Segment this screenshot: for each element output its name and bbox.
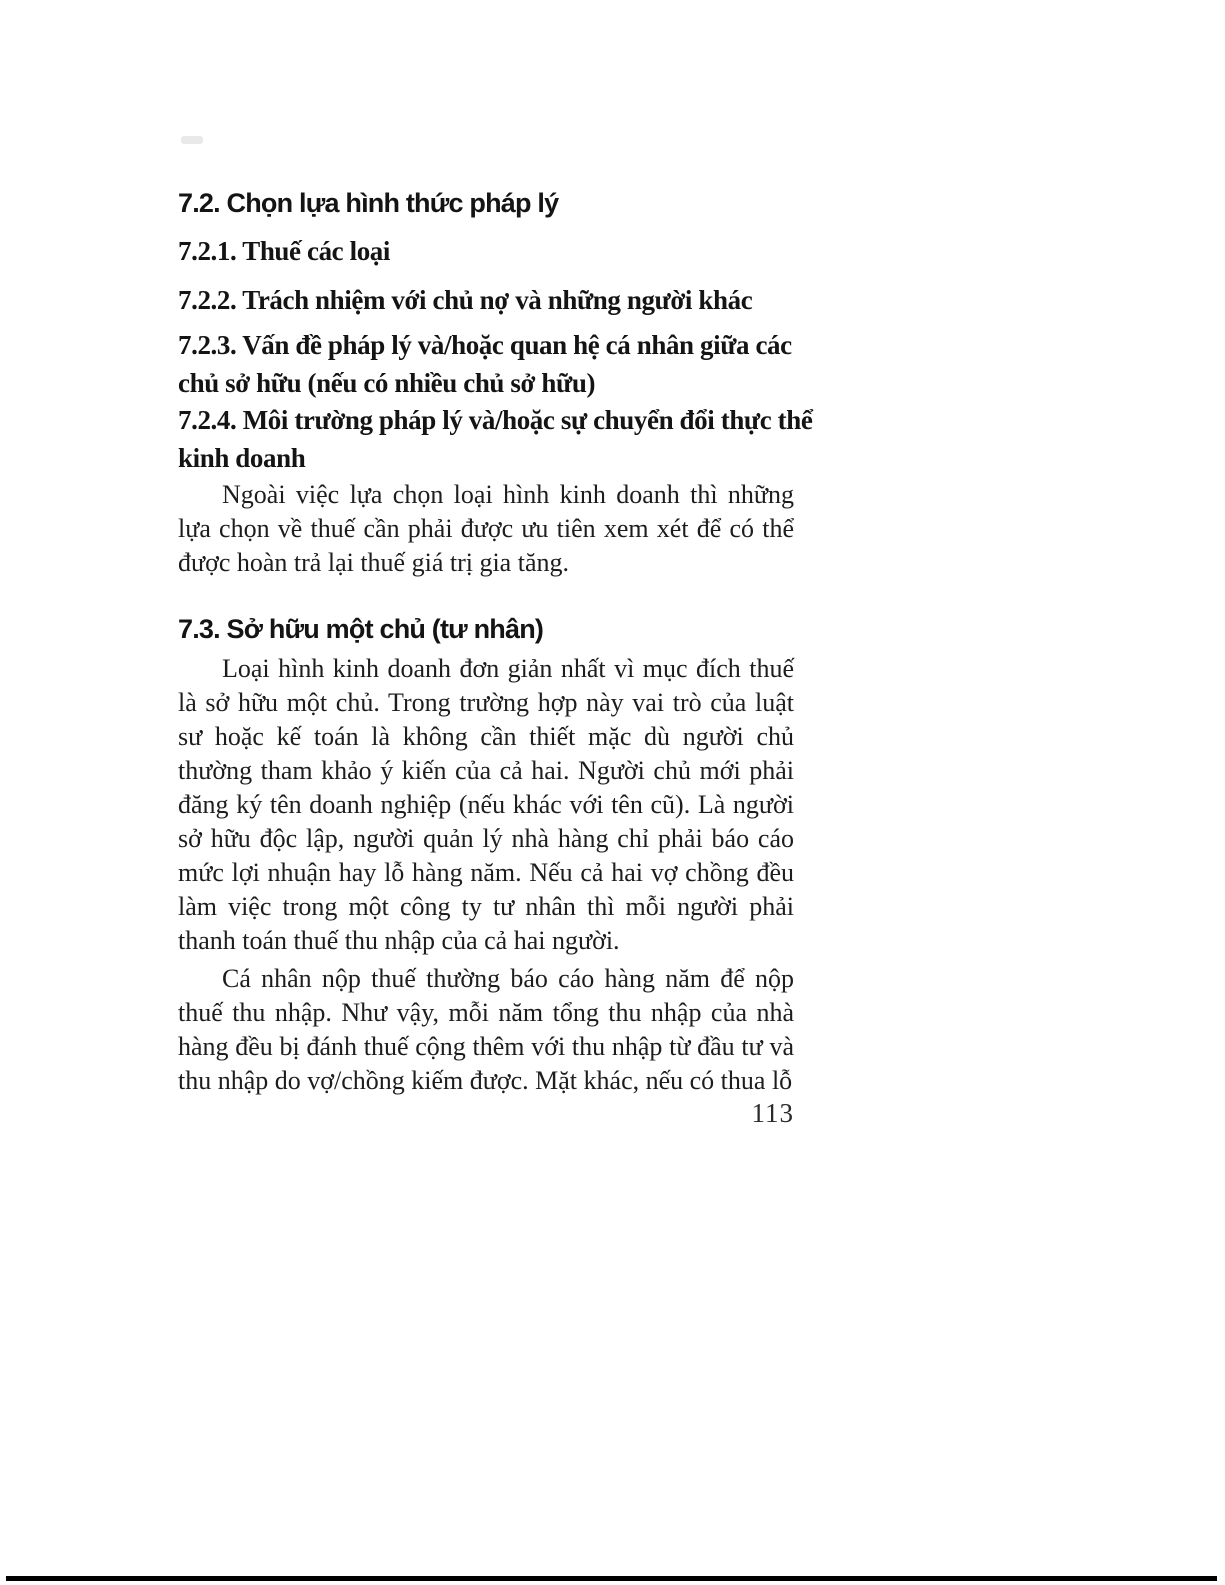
subsection-heading-7-2-1: 7.2.1. Thuế các loại bbox=[178, 236, 391, 266]
section-heading-7-2: 7.2. Chọn lựa hình thức pháp lý bbox=[178, 188, 559, 218]
subsection-heading-7-2-2: 7.2.2. Trách nhiệm với chủ nợ và những người khác bbox=[178, 285, 753, 315]
section-heading-7-3: 7.3. Sở hữu một chủ (tư nhân) bbox=[178, 614, 544, 644]
subsection-heading-7-2-4: 7.2.4. Môi trường pháp lý và/hoặc sự chuyển đổi thực thể kinh doanh bbox=[178, 405, 813, 473]
scan-artifact bbox=[181, 136, 203, 144]
paragraph-sole-proprietorship-1: Loại hình kinh doanh đơn giản nhất vì mục đích thuế là sở hữu một chủ. Trong trường hợp này vai trò của luật sư hoặc kế toán là không cần thiết mặc dù người chủ thường tham khảo ý kiến của cả hai. Người chủ mới phải đăng ký tên doanh nghiệp (nếu khác với tên cũ). Là người sở hữu độc lập, người quản lý nhà hàng chỉ phải báo cáo mức lợi nhuận hay lỗ hàng năm. Nếu cả hai vợ chồng đều làm việc trong một công ty tư nhân thì mỗi người phải thanh toán thuế thu nhập của cả hai người. bbox=[178, 654, 794, 955]
page-number: 113 bbox=[751, 1098, 794, 1128]
subsection-heading-7-2-3: 7.2.3. Vấn đề pháp lý và/hoặc quan hệ cá nhân giữa các chủ sở hữu (nếu có nhiều chủ sở hữu) bbox=[178, 330, 792, 398]
paragraph-tax-choice: Ngoài việc lựa chọn loại hình kinh doanh thì những lựa chọn về thuế cần phải được ưu tiên xem xét để có thể được hoàn trả lại thuế giá trị gia tăng. bbox=[178, 480, 794, 577]
page-bottom-rule bbox=[6, 1576, 1217, 1581]
paragraph-sole-proprietorship-2: Cá nhân nộp thuế thường báo cáo hàng năm để nộp thuế thu nhập. Như vậy, mỗi năm tổng thu nhập của nhà hàng đều bị đánh thuế cộng thêm với thu nhập từ đầu tư và thu nhập do vợ/chồng kiếm được. Mặt khác, nếu có thua lỗ bbox=[178, 964, 794, 1095]
